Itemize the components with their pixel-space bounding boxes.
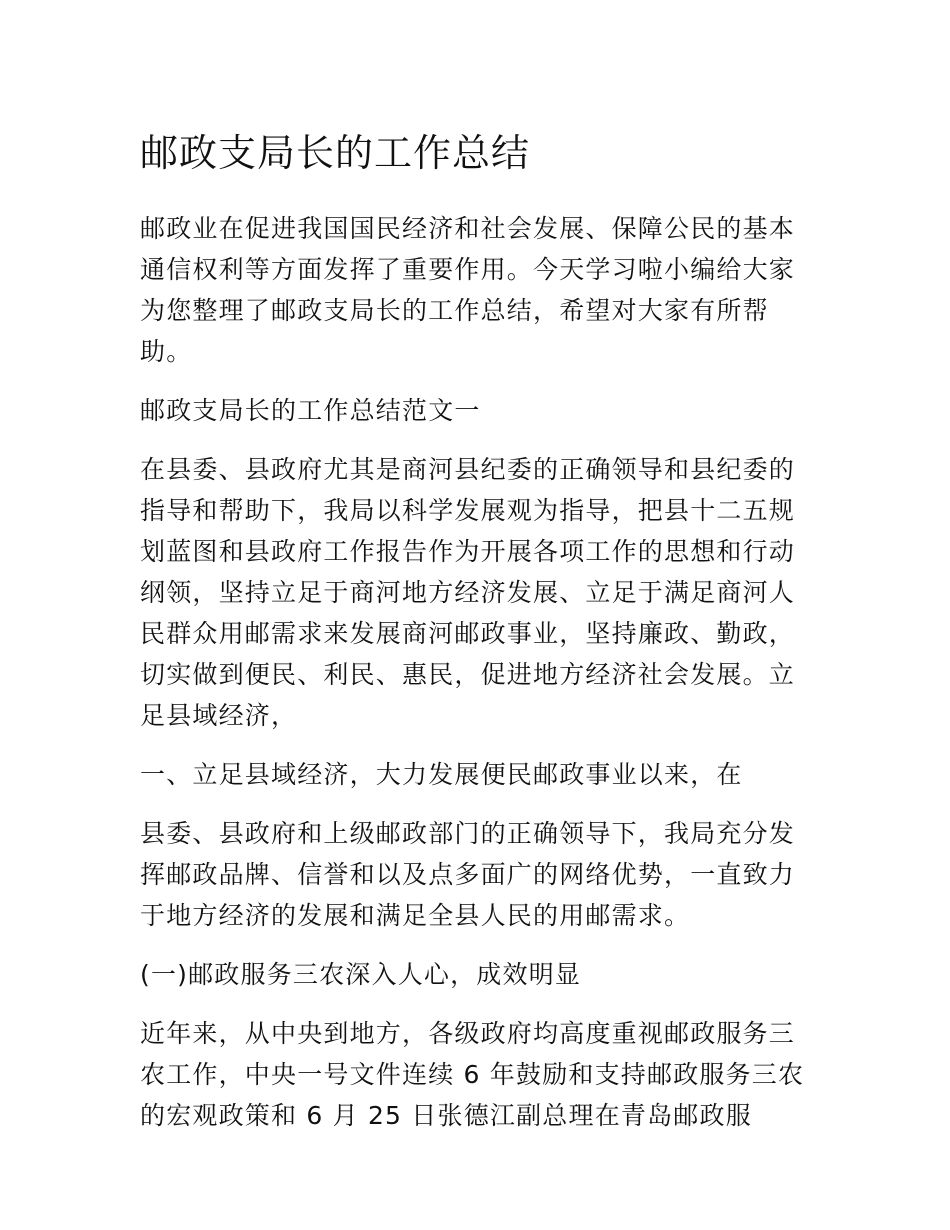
subsection-heading: 一、立足县域经济，大力发展便民邮政事业以来，在: [140, 760, 743, 789]
intro-paragraph: 邮政业在促进我国国民经济和社会发展、保障公民的基本通信权利等方面发挥了重要作用。今天学习啦小编给大家为您整理了邮政支局长的工作总结，希望对大家有所帮助。: [140, 214, 796, 366]
body-paragraph: 在县委、县政府尤其是商河县纪委的正确领导和县纪委的指导和帮助下，我局以科学发展观为指导，把县十二五规划蓝图和县政府工作报告作为开展各项工作的思想和行动纲领，坚持立足于商河地方经济发展、立足于满足商河人民群众用邮需求来发展商河邮政事业，坚持廉政、勤政，切实做到便民、利民、惠民，促进地方经济社会发展。立足县域经济，: [140, 455, 796, 730]
body-paragraph: 近年来，从中央到地方，各级政府均高度重视邮政服务三农工作，中央一号文件连续 6 年鼓励和支持邮政服务三农的宏观政策和 6 月 25 日张德江副总理在青岛邮政服: [140, 1019, 805, 1130]
subsection-heading: (一)邮政服务三农深入人心，成效明显: [140, 960, 582, 989]
body-paragraph: 县委、县政府和上级邮政部门的正确领导下，我局充分发挥邮政品牌、信誉和以及点多面广的网络优势，一直致力于地方经济的发展和满足全县人民的用邮需求。: [140, 819, 796, 930]
section-heading: 邮政支局长的工作总结范文一: [140, 396, 481, 425]
document-title: 邮政支局长的工作总结: [140, 131, 531, 175]
